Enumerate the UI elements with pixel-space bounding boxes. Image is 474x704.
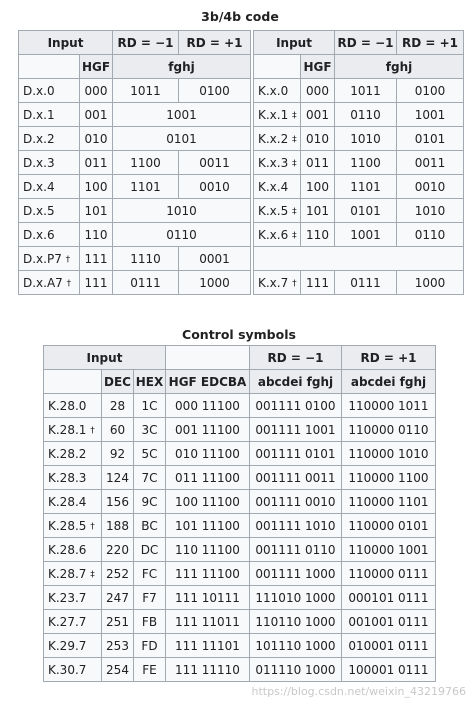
table-row: [44, 490, 436, 514]
symbol-cell: [254, 175, 301, 199]
dec-cell: 92: [102, 442, 134, 466]
symbol-name: D.x.P7: [23, 251, 62, 266]
table-row: [19, 151, 251, 175]
dec-cell: 251: [102, 610, 134, 634]
symbol-cell: [44, 394, 102, 418]
header-hgf-edcba: HGF EDCBA: [166, 370, 250, 394]
header-hex: HEX: [134, 370, 166, 394]
fghj-rd-plus-cell: 0101: [397, 127, 464, 151]
rd-minus-code-cell: 001111 0011: [250, 466, 342, 490]
hgf-edcba-cell: 011 11100: [166, 466, 250, 490]
fghj-rd-minus-cell: 1011: [113, 79, 179, 103]
symbol-name: K.x.6: [258, 227, 289, 242]
symbol-name: D.x.1: [23, 107, 55, 122]
fghj-rd-minus-cell: 1100: [335, 151, 397, 175]
symbol-name: K.x.7: [258, 275, 289, 290]
hgf-edcba-cell: 111 11100: [166, 562, 250, 586]
table-row: [254, 271, 464, 295]
hex-cell: FE: [134, 658, 166, 682]
table-row: [44, 394, 436, 418]
symbol-name: K.x.1: [258, 107, 289, 122]
symbol-name: K.28.5: [48, 518, 87, 533]
symbol-cell: [254, 223, 301, 247]
footnote-mark: ‡: [90, 569, 95, 580]
symbol-cell: [44, 490, 102, 514]
symbol-name: K.x.3: [258, 155, 289, 170]
hgf-cell: 110: [301, 223, 335, 247]
hgf-edcba-cell: 110 11100: [166, 538, 250, 562]
table-row: [254, 175, 464, 199]
symbol-cell: [19, 175, 80, 199]
symbol-name: K.28.0: [48, 398, 87, 413]
symbol-name: K.27.7: [48, 614, 87, 629]
hgf-cell: 101: [301, 199, 335, 223]
symbol-cell: [44, 562, 102, 586]
hgf-edcba-cell: 000 11100: [166, 394, 250, 418]
symbol-name: D.x.A7: [23, 275, 63, 290]
symbol-cell: [19, 103, 80, 127]
table-row: [254, 223, 464, 247]
symbol-name: K.30.7: [48, 662, 87, 677]
fghj-rd-minus-cell: 0110: [335, 103, 397, 127]
table-row: [254, 103, 464, 127]
table-row: [44, 634, 436, 658]
rd-minus-code-cell: 001111 0110: [250, 538, 342, 562]
symbol-cell: [44, 610, 102, 634]
fghj-rd-minus-cell: 0111: [113, 271, 179, 295]
hgf-cell: 011: [301, 151, 335, 175]
dec-cell: 188: [102, 514, 134, 538]
d-code-table: [18, 30, 251, 295]
header-rd-plus: RD = +1: [397, 31, 464, 55]
hgf-cell: 010: [80, 127, 113, 151]
hex-cell: FC: [134, 562, 166, 586]
hgf-edcba-cell: 111 10111: [166, 586, 250, 610]
table-row: [44, 658, 436, 682]
watermark: https://blog.csdn.net/weixin_43219766: [251, 685, 466, 698]
table-row: [254, 79, 464, 103]
hex-cell: 7C: [134, 466, 166, 490]
rd-plus-code-cell: 110000 0111: [342, 562, 436, 586]
symbol-name: K.28.4: [48, 494, 87, 509]
symbol-cell: [19, 223, 80, 247]
rd-plus-code-cell: 110000 0101: [342, 514, 436, 538]
symbol-cell: [254, 127, 301, 151]
blank-header-cell: [254, 55, 301, 79]
symbol-cell: [19, 151, 80, 175]
dec-cell: 247: [102, 586, 134, 610]
fghj-rd-plus-cell: 0100: [179, 79, 251, 103]
symbol-name: K.28.6: [48, 542, 87, 557]
footnote-mark: †: [90, 425, 95, 436]
hgf-edcba-cell: 101 11100: [166, 514, 250, 538]
symbol-name: K.x.2: [258, 131, 289, 146]
table-row: [19, 271, 251, 295]
hgf-cell: 000: [80, 79, 113, 103]
symbol-name: D.x.5: [23, 203, 55, 218]
footnote-mark: †: [66, 278, 72, 289]
rd-plus-code-cell: 110000 1100: [342, 466, 436, 490]
fghj-rd-plus-cell: 0011: [397, 151, 464, 175]
hgf-cell: 100: [301, 175, 335, 199]
fghj-rd-plus-cell: 1000: [397, 271, 464, 295]
dec-cell: 254: [102, 658, 134, 682]
fghj-rd-minus-cell: 0101: [335, 199, 397, 223]
table-row: [19, 79, 251, 103]
rd-minus-code-cell: 101110 1000: [250, 634, 342, 658]
blank-header-cell: [166, 346, 250, 370]
rd-plus-code-cell: 110000 1011: [342, 394, 436, 418]
dec-cell: 253: [102, 634, 134, 658]
fghj-rd-minus-cell: 1001: [335, 223, 397, 247]
rd-minus-code-cell: 001111 1001: [250, 418, 342, 442]
fghj-both-cell: 1010: [113, 199, 251, 223]
header-fghj: fghj: [335, 55, 464, 79]
empty-cell: [254, 247, 464, 271]
fghj-rd-plus-cell: 1010: [397, 199, 464, 223]
header-abcdei-fghj-minus: abcdei fghj: [250, 370, 342, 394]
fghj-rd-plus-cell: 1000: [179, 271, 251, 295]
fghj-rd-minus-cell: 1011: [335, 79, 397, 103]
blank-header-cell: [44, 370, 102, 394]
rd-plus-code-cell: 110000 1001: [342, 538, 436, 562]
symbol-cell: [44, 538, 102, 562]
symbol-cell: [44, 634, 102, 658]
footnote-mark: †: [65, 254, 71, 265]
hgf-edcba-cell: 111 11011: [166, 610, 250, 634]
hgf-cell: 100: [80, 175, 113, 199]
header-input: Input: [44, 346, 166, 370]
symbol-name: K.28.1: [48, 422, 87, 437]
footnote-mark: ‡: [292, 206, 297, 217]
header-abcdei-fghj-plus: abcdei fghj: [342, 370, 436, 394]
symbol-name: D.x.6: [23, 227, 55, 242]
symbol-cell: [44, 442, 102, 466]
table-row: [19, 127, 251, 151]
fghj-rd-plus-cell: 0010: [179, 175, 251, 199]
hgf-cell: 101: [80, 199, 113, 223]
table-row: [44, 586, 436, 610]
header-fghj: fghj: [113, 55, 251, 79]
symbol-name: K.23.7: [48, 590, 87, 605]
footnote-mark: ‡: [292, 158, 297, 169]
fghj-rd-minus-cell: 1010: [335, 127, 397, 151]
rd-minus-code-cell: 001111 0101: [250, 442, 342, 466]
dec-cell: 124: [102, 466, 134, 490]
table-row: [44, 418, 436, 442]
symbol-name: K.28.7: [48, 566, 87, 581]
table-row: [44, 610, 436, 634]
fghj-rd-minus-cell: 1100: [113, 151, 179, 175]
footnote-mark: †: [292, 278, 297, 289]
hex-cell: FD: [134, 634, 166, 658]
hgf-cell: 001: [80, 103, 113, 127]
table-row: [19, 199, 251, 223]
hgf-cell: 111: [301, 271, 335, 295]
fghj-rd-plus-cell: 0011: [179, 151, 251, 175]
hex-cell: 9C: [134, 490, 166, 514]
table-row: [44, 442, 436, 466]
table-row: [254, 199, 464, 223]
hex-cell: DC: [134, 538, 166, 562]
table-row: [44, 538, 436, 562]
rd-minus-code-cell: 001111 0100: [250, 394, 342, 418]
hgf-cell: 001: [301, 103, 335, 127]
symbol-cell: [44, 658, 102, 682]
rd-minus-code-cell: 011110 1000: [250, 658, 342, 682]
hex-cell: FB: [134, 610, 166, 634]
caption-3b4b-code: 3b/4b code: [201, 9, 279, 24]
rd-minus-code-cell: 001111 1010: [250, 514, 342, 538]
symbol-cell: [19, 199, 80, 223]
rd-plus-code-cell: 001001 0111: [342, 610, 436, 634]
empty-row: [254, 247, 464, 271]
footnote-mark: ‡: [292, 134, 297, 145]
symbol-cell: [44, 418, 102, 442]
symbol-cell: [19, 247, 80, 271]
hex-cell: 1C: [134, 394, 166, 418]
header-input: Input: [19, 31, 113, 55]
table-row: [19, 175, 251, 199]
fghj-rd-plus-cell: 0100: [397, 79, 464, 103]
rd-plus-code-cell: 100001 0111: [342, 658, 436, 682]
header-rd-plus: RD = +1: [179, 31, 251, 55]
control-symbols-table: [43, 345, 436, 682]
hex-cell: BC: [134, 514, 166, 538]
symbol-cell: [19, 127, 80, 151]
rd-plus-code-cell: 110000 0110: [342, 418, 436, 442]
header-rd-minus: RD = −1: [335, 31, 397, 55]
hex-cell: F7: [134, 586, 166, 610]
dec-cell: 156: [102, 490, 134, 514]
rd-minus-code-cell: 110110 1000: [250, 610, 342, 634]
header-rd-minus: RD = −1: [250, 346, 342, 370]
hgf-edcba-cell: 001 11100: [166, 418, 250, 442]
symbol-name: K.x.4: [258, 179, 289, 194]
symbol-name: D.x.0: [23, 83, 55, 98]
symbol-cell: [254, 271, 301, 295]
fghj-rd-minus-cell: 1101: [335, 175, 397, 199]
table-row: [44, 562, 436, 586]
symbol-cell: [44, 586, 102, 610]
dec-cell: 60: [102, 418, 134, 442]
symbol-cell: [44, 514, 102, 538]
hgf-cell: 010: [301, 127, 335, 151]
header-hgf: HGF: [80, 55, 113, 79]
hgf-cell: 011: [80, 151, 113, 175]
header-input: Input: [254, 31, 335, 55]
table-row: [44, 514, 436, 538]
hgf-cell: 111: [80, 271, 113, 295]
rd-minus-code-cell: 111010 1000: [250, 586, 342, 610]
symbol-name: K.x.5: [258, 203, 289, 218]
dec-cell: 252: [102, 562, 134, 586]
hgf-edcba-cell: 100 11100: [166, 490, 250, 514]
fghj-rd-plus-cell: 0010: [397, 175, 464, 199]
table-row: [19, 103, 251, 127]
hex-cell: 5C: [134, 442, 166, 466]
fghj-both-cell: 0110: [113, 223, 251, 247]
table-row: [254, 127, 464, 151]
symbol-cell: [19, 271, 80, 295]
hgf-edcba-cell: 111 11110: [166, 658, 250, 682]
caption-control-symbols: Control symbols: [182, 327, 296, 342]
hgf-edcba-cell: 010 11100: [166, 442, 250, 466]
rd-plus-code-cell: 000101 0111: [342, 586, 436, 610]
fghj-rd-plus-cell: 0110: [397, 223, 464, 247]
hgf-edcba-cell: 111 11101: [166, 634, 250, 658]
rd-plus-code-cell: 110000 1010: [342, 442, 436, 466]
symbol-name: K.28.3: [48, 470, 87, 485]
hgf-cell: 110: [80, 223, 113, 247]
blank-header-cell: [19, 55, 80, 79]
symbol-name: D.x.4: [23, 179, 55, 194]
fghj-both-cell: 0101: [113, 127, 251, 151]
header-hgf: HGF: [301, 55, 335, 79]
rd-plus-code-cell: 010001 0111: [342, 634, 436, 658]
header-dec: DEC: [102, 370, 134, 394]
hgf-cell: 000: [301, 79, 335, 103]
table-row: [254, 151, 464, 175]
symbol-cell: [254, 199, 301, 223]
symbol-name: K.29.7: [48, 638, 87, 653]
footnote-mark: †: [90, 521, 95, 532]
header-rd-plus: RD = +1: [342, 346, 436, 370]
table-row: [19, 223, 251, 247]
table-row: [44, 466, 436, 490]
fghj-rd-minus-cell: 1101: [113, 175, 179, 199]
fghj-rd-plus-cell: 0001: [179, 247, 251, 271]
k-code-table: [253, 30, 464, 295]
symbol-name: D.x.2: [23, 131, 55, 146]
header-rd-minus: RD = −1: [113, 31, 179, 55]
rd-plus-code-cell: 110000 1101: [342, 490, 436, 514]
hex-cell: 3C: [134, 418, 166, 442]
table-row: [19, 247, 251, 271]
footnote-mark: ‡: [292, 110, 297, 121]
rd-minus-code-cell: 001111 1000: [250, 562, 342, 586]
hgf-cell: 111: [80, 247, 113, 271]
symbol-name: K.28.2: [48, 446, 87, 461]
dec-cell: 28: [102, 394, 134, 418]
symbol-cell: [19, 79, 80, 103]
dec-cell: 220: [102, 538, 134, 562]
fghj-rd-plus-cell: 1001: [397, 103, 464, 127]
footnote-mark: ‡: [292, 230, 297, 241]
fghj-both-cell: 1001: [113, 103, 251, 127]
symbol-cell: [44, 466, 102, 490]
rd-minus-code-cell: 001111 0010: [250, 490, 342, 514]
symbol-name: K.x.0: [258, 83, 289, 98]
fghj-rd-minus-cell: 0111: [335, 271, 397, 295]
symbol-cell: [254, 79, 301, 103]
symbol-cell: [254, 151, 301, 175]
fghj-rd-minus-cell: 1110: [113, 247, 179, 271]
symbol-name: D.x.3: [23, 155, 55, 170]
symbol-cell: [254, 103, 301, 127]
